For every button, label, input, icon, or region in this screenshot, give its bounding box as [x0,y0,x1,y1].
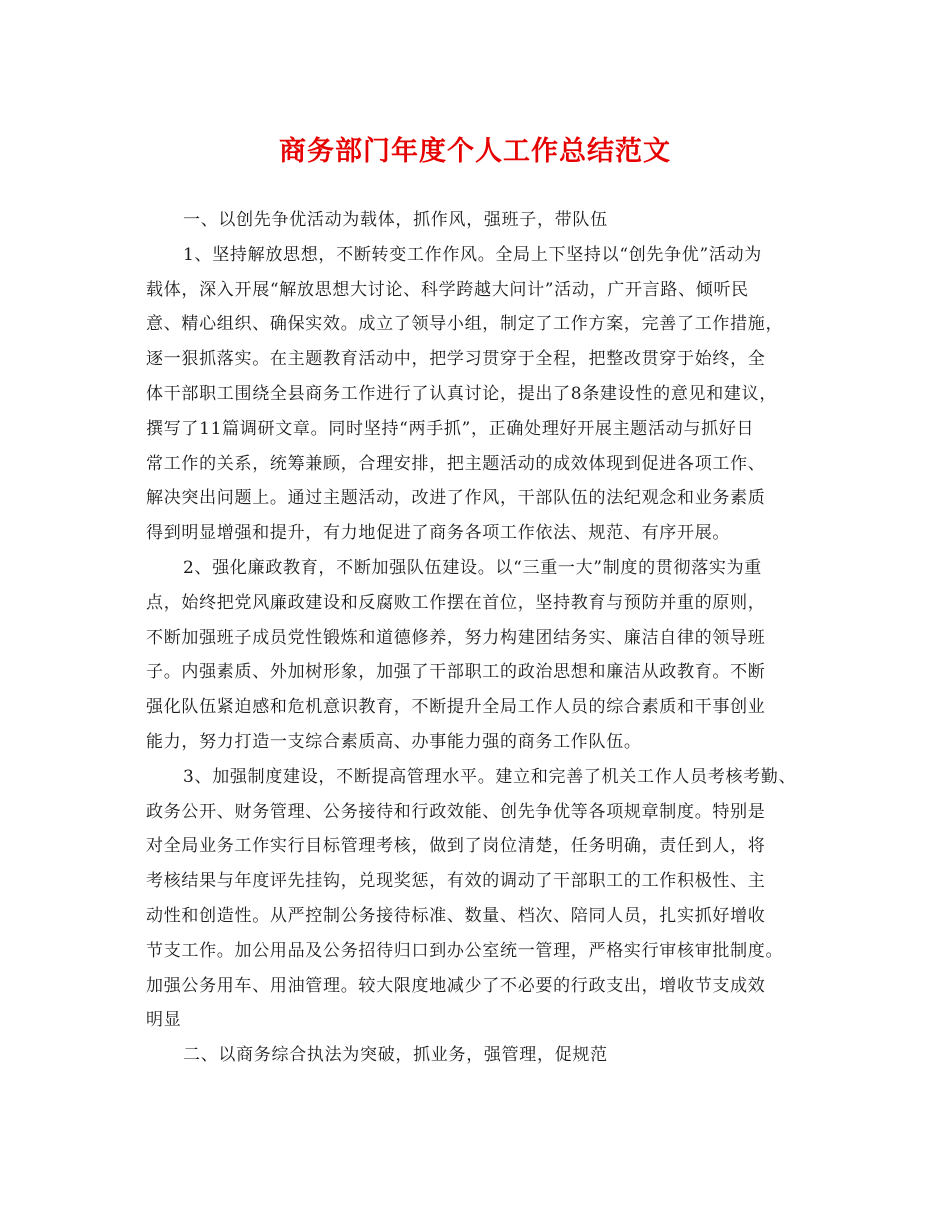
text-line: 加强公务用车、用油管理。较大限度地减少了不必要的行政支出，增收节支成效 [146,975,766,996]
text-line: 考核结果与年度评先挂钩，兑现奖惩，有效的调动了干部职工的工作积极性、主 [146,871,766,892]
text-line: 3、加强制度建设，不断提高管理水平。建立和完善了机关工作人员考核考勤、 [183,766,797,787]
text-line: 得到明显增强和提升，有力地促进了商务各项工作依法、规范、有序开展。 [146,523,731,544]
text-line: 能力，努力打造一支综合素质高、办事能力强的商务工作队伍。 [146,731,642,752]
text-line: 解决突出问题上。通过主题活动，改进了作风，干部队伍的法纪观念和业务素质 [146,488,766,509]
document-body [146,203,816,1073]
text-line: 子。内强素质、外加树形象，加强了干部职工的政治思想和廉洁从政教育。不断 [146,662,766,683]
text-line: 1、坚持解放思想，不断转变工作作风。全局上下坚持以“创先争优”活动为 [183,244,762,265]
text-line: 动性和创造性。从严控制公务接待标准、数量、档次、陪同人员，扎实抓好增收 [146,905,766,926]
text-line: 对全局业务工作实行目标管理考核，做到了岗位清楚，任务明确，责任到人，将 [146,836,766,857]
text-line: 意、精心组织、确保实效。成立了领导小组，制定了工作方案，完善了工作措施， [146,314,784,335]
text-line: 2、强化廉政教育，不断加强队伍建设。以“三重一大”制度的贯彻落实为重 [183,557,762,578]
text-line: 不断加强班子成员党性锻炼和道德修养，努力构建团结务实、廉洁自律的领导班 [146,627,766,648]
text-line: 强化队伍紧迫感和危机意识教育，不断提升全局工作人员的综合素质和干事创业 [146,697,766,718]
text-line: 二、以商务综合执法为突破，抓业务，强管理，促规范 [183,1045,608,1066]
text-line: 逐一狠抓落实。在主题教育活动中，把学习贯穿于全程，把整改贯穿于始终，全 [146,349,766,370]
text-line: 点，始终把党风廉政建设和反腐败工作摆在首位，坚持教育与预防并重的原则， [146,592,766,613]
text-line: 体干部职工围绕全县商务工作进行了认真讨论，提出了8条建设性的意见和建议， [146,383,778,404]
text-line: 政务公开、财务管理、公务接待和行政效能、创先争优等各项规章制度。特别是 [146,801,766,822]
text-line: 常工作的关系，统筹兼顾，合理安排，把主题活动的成效体现到促进各项工作、 [146,453,766,474]
document-title: 商务部门年度个人工作总结范文 [279,136,671,167]
text-line: 撰写了11篇调研文章。同时坚持“两手抓”，正确处理好开展主题活动与抓好日 [146,418,755,439]
text-line: 载体，深入开展“解放思想大讨论、科学跨越大问计”活动，广开言路、倾听民 [146,279,749,300]
text-line: 一、以创先争优活动为载体，抓作风，强班子，带队伍 [183,210,608,230]
text-line: 节支工作。加公用品及公务招待归口到办公室统一管理，严格实行审核审批制度。 [146,940,784,961]
text-line: 明显 [146,1010,182,1031]
